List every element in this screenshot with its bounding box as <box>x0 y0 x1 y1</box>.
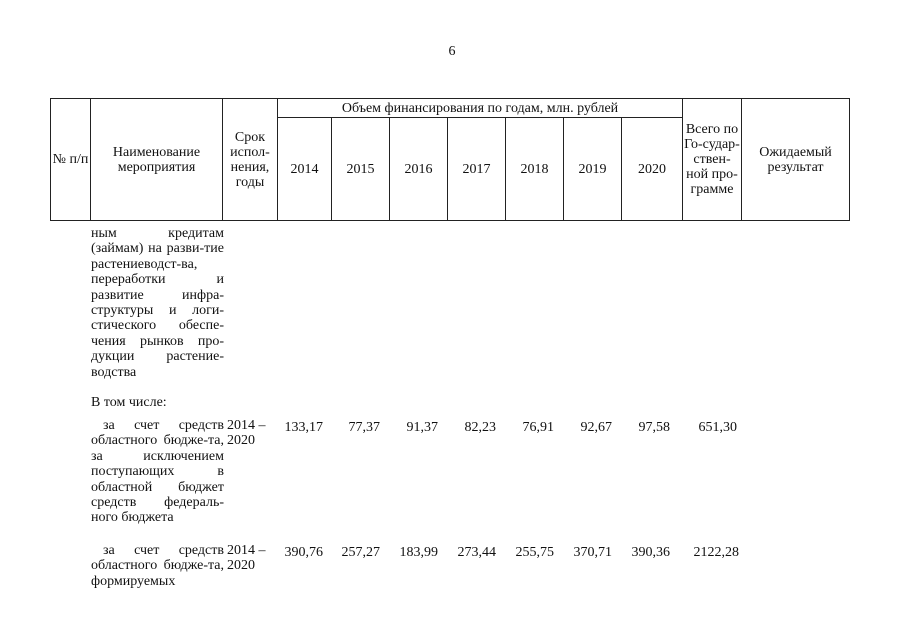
row-value: 257,27 <box>341 545 380 560</box>
row-value: 82,23 <box>464 420 496 435</box>
row-value: 273,44 <box>457 545 496 560</box>
header-year: 2016 <box>390 118 448 221</box>
row-value: 92,67 <box>580 420 612 435</box>
row-name: за счет средств областного бюдже-та, формируемых <box>91 543 224 589</box>
row-term: 2014 – 2020 <box>227 543 266 573</box>
row-value: 255,75 <box>515 545 554 560</box>
row-value: 390,36 <box>631 545 670 560</box>
row-value: 91,37 <box>406 420 438 435</box>
row-value: 133,17 <box>284 420 323 435</box>
row-value: 183,99 <box>399 545 438 560</box>
header-funding-group: Объем финансирования по годам, млн. рублей <box>278 99 683 118</box>
including-label: В том числе: <box>91 395 167 410</box>
row-value: 97,58 <box>638 420 670 435</box>
table-header <box>50 98 850 221</box>
header-result: Ожидаемый результат <box>742 99 850 221</box>
continuation-text: ным кредитам (займам) на разви-тие растениеводст-ва, переработки и развитие инфра-структуры и логи-стического обеспе-чения рынков про-дукции растение-водства <box>91 226 224 380</box>
header-year: 2018 <box>506 118 564 221</box>
header-year: 2020 <box>622 118 683 221</box>
header-year: 2019 <box>564 118 622 221</box>
row-total: 651,30 <box>698 420 737 435</box>
row-value: 390,76 <box>284 545 323 560</box>
header-year: 2015 <box>332 118 390 221</box>
row-name: за счет средств областного бюдже-та, за исключением поступающих в областной бюджет средств федераль-ного бюджета <box>91 418 224 526</box>
header-term: Срок испол-нения, годы <box>223 99 278 221</box>
header-year: 2014 <box>278 118 332 221</box>
header-name: Наименование мероприятия <box>91 99 223 221</box>
row-value: 76,91 <box>522 420 554 435</box>
row-value: 370,71 <box>573 545 612 560</box>
header-num: № п/п <box>51 99 91 221</box>
row-term: 2014 – 2020 <box>227 418 266 448</box>
header-total: Всего по Го-судар-ствен-ной про-грамме <box>683 99 742 221</box>
row-total: 2122,28 <box>693 545 739 560</box>
header-year: 2017 <box>448 118 506 221</box>
page-number: 6 <box>448 44 456 59</box>
row-value: 77,37 <box>348 420 380 435</box>
